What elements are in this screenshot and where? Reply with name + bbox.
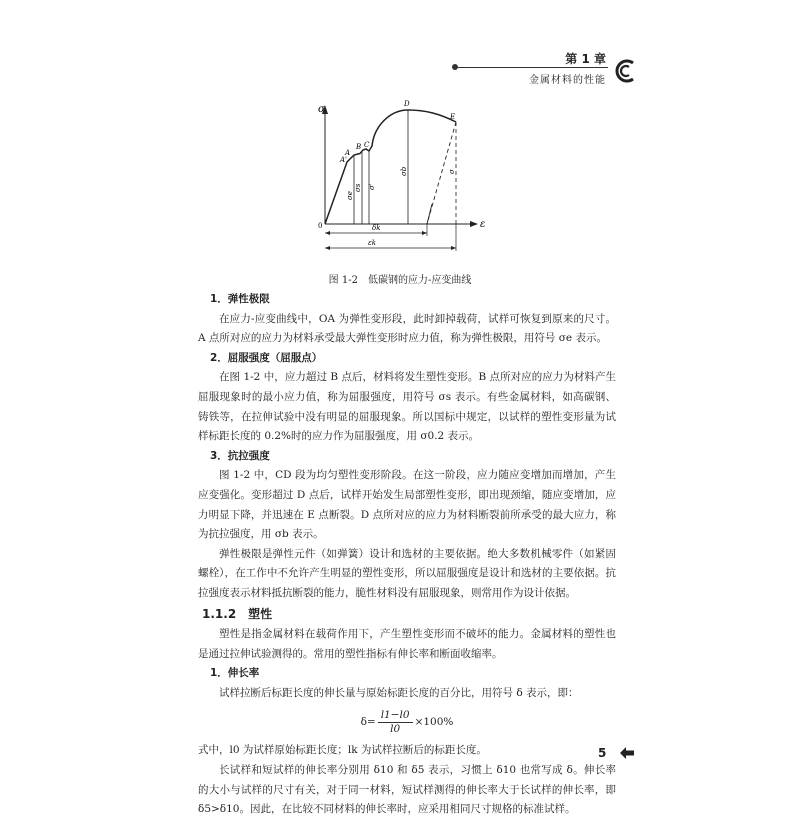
paragraph-plasticity: 塑性是指金属材料在载荷作用下，产生塑性变形而不破坏的能力。金属材料的塑性也是通过拉伸试验测得的。常用的塑性指标有伸长率和断面收缩率。 xyxy=(198,628,616,660)
paragraph-yield-strength: 在图 1-2 中，应力超过 B 点后，材料将发生塑性变形。B 点所对应的应力为材料产生屈服现象时的最小应力值，称为屈服强度，用符号 σs 表示。有些金属材料，如高碳钢、铸铁等，在拉伸试验中没有明显的屈服现象。所以国标中规定，以试样的塑性变形量为试样标距长度的 0.2%时的应力作为屈服强度，用 σ0.2 表示。 xyxy=(198,371,616,443)
origin-label: 0 xyxy=(318,222,323,230)
stress-strain-curve xyxy=(325,110,456,224)
x-axis-label: ε xyxy=(480,219,486,230)
page-number: 5 xyxy=(598,746,607,760)
chapter-subtitle: 金属材料的性能 xyxy=(529,75,606,86)
sigma-label-b: σb xyxy=(400,166,408,176)
paragraph-formula-where: 式中，l0 为试样原始标距长度；lk 为试样拉断后的标距长度。 xyxy=(198,744,487,757)
heading-elongation: 1．伸长率 xyxy=(210,667,260,680)
strain-label-epsilon-k: εk xyxy=(368,239,376,247)
stress-strain-figure xyxy=(300,92,520,262)
formula-denominator: l0 xyxy=(390,722,401,735)
elongation-formula xyxy=(198,703,616,741)
formula-rhs: ×100% xyxy=(414,716,454,729)
running-header xyxy=(452,50,622,84)
point-label-C: C xyxy=(364,141,370,149)
point-label-E: E xyxy=(450,113,456,121)
section-heading-plasticity: 1.1.2 塑性 xyxy=(202,606,273,621)
paragraph-elastic-limit: 在应力-应变曲线中，OA 为弹性变形段，此时卸掉载荷，试样可恢复到原来的尺寸。A 点所对应的应力为材料承受最大弹性变形时应力值，称为弹性极限，用符号 σe 表示。 xyxy=(198,312,616,345)
paragraph-elongation: 试样拉断后标距长度的伸长量与原始标距长度的百分比，用符号 δ 表示，即： xyxy=(219,686,579,699)
paragraph-long-short-specimen: 长试样和短试样的伸长率分别用 δ10 和 δ5 表示，习惯上 δ10 也常写成 δ。伸长率的大小与试样的尺寸有关，对于同一材料，短试样测得的伸长率大于长试样的伸长率，即 δ5>δ10。因此，在比较不同材料的伸长率时，应采用相同尺寸规格的标准试样。 xyxy=(198,764,616,816)
heading-elastic-limit: 1．弹性极限 xyxy=(210,293,270,305)
formula-fraction xyxy=(378,709,413,736)
paragraph-design-basis: 弹性极限是弹性元件（如弹簧）设计和选材的主要依据。绝大多数机械零件（如紧固螺栓），在工作中不允许产生明显的塑性变形，所以屈服强度是设计和选材的主要依据。抗拉强度表示材料抵抗断裂的能力，脆性材料没有屈服现象，则常用作为设计依据。 xyxy=(198,547,616,599)
formula-numerator: l1−l0 xyxy=(378,709,413,723)
figure-caption: 图 1-2 低碳钢的应力-应变曲线 xyxy=(328,275,472,286)
paragraph-tensile-strength: 图 1-2 中，CD 段为均匀塑性变形阶段。在这一阶段，应力随应变增加而增加，产生应变强化。变形超过 D 点后，试样开始发生局部塑性变形，即出现颈缩，随应变增加，应力明显下降，并迅速在 E 点断裂。D 点所对应的应力为材料断裂前所承受的最大应力，称为抗拉强度，用 σb 表示。 xyxy=(198,469,616,541)
chapter-logo-icon xyxy=(611,56,641,86)
formula-lhs: δ= xyxy=(360,716,376,729)
body-text xyxy=(198,290,616,820)
strain-label-delta-k: δk xyxy=(372,224,381,232)
sigma-label-e: σe xyxy=(346,191,354,200)
sigma-label-s: σs xyxy=(354,183,362,192)
unload-base xyxy=(427,204,432,224)
sigma-label-prime: σ' xyxy=(368,183,376,190)
point-label-A: A xyxy=(345,149,351,157)
chapter-label: 第 1 章 xyxy=(565,52,606,66)
heading-tensile-strength: 3．抗拉强度 xyxy=(210,449,270,462)
sigma-label-final: σ xyxy=(448,169,456,174)
point-label-A-prime: A' xyxy=(340,156,347,164)
point-label-B: B xyxy=(356,143,362,151)
point-label-D: D xyxy=(404,100,410,108)
x-axis-arrow xyxy=(470,221,478,227)
heading-yield-strength: 2．屈服强度（屈服点） xyxy=(210,351,323,364)
y-axis-label: σ xyxy=(318,104,325,115)
header-rule xyxy=(458,67,608,68)
arrow-left-icon xyxy=(620,747,634,759)
